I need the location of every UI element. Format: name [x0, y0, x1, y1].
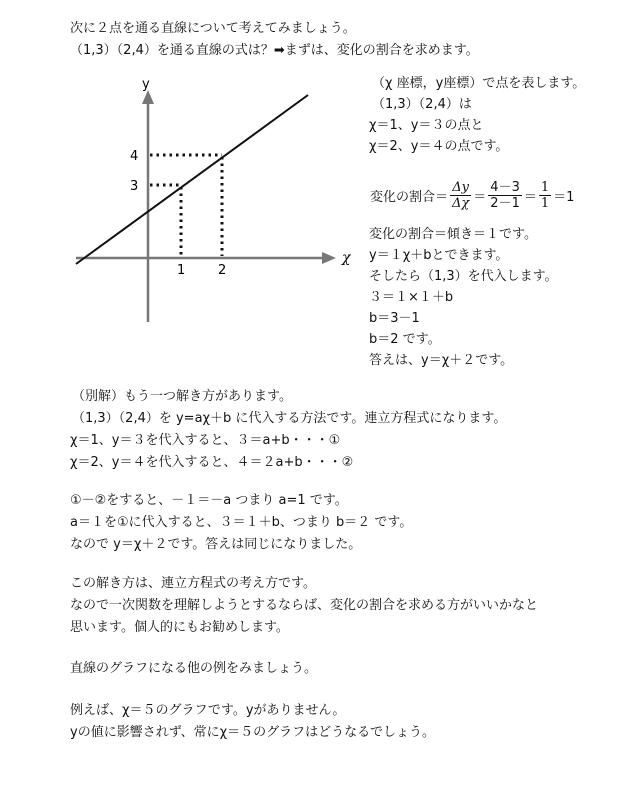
- y-tick-3: 3: [130, 179, 139, 194]
- closing-line-2: なので一次関数を理解しようとするならば、変化の割合を求める方がいいかなと: [70, 598, 539, 613]
- closing-line-3: 思います。個人的にもお勧めします。: [70, 620, 289, 635]
- rate-result: ＝1: [553, 190, 575, 205]
- value-denominator: 2－1: [490, 196, 520, 211]
- right-line-4: χ＝2、y＝４の点です。: [369, 139, 509, 154]
- x-tick-2: 2: [218, 263, 227, 278]
- delta-y: Δy: [450, 180, 471, 196]
- graph-line: [76, 95, 308, 264]
- alt-line-3: χ＝1、y＝３を代入すると、３＝a+b・・・①: [70, 433, 341, 448]
- right-line-10: b＝3－1: [369, 311, 420, 326]
- right-line-12: 答えは、y＝χ＋２です。: [369, 353, 514, 368]
- one-fraction: [539, 180, 551, 211]
- right-line-8: そしたら（1,3）を代入します。: [369, 269, 558, 284]
- alt-line-7: なので y＝χ＋２です。答えは同じになりました。: [70, 537, 362, 552]
- alt-line-4: χ＝2、y＝４を代入すると、４＝２a+b・・・②: [70, 455, 354, 470]
- equals-1: ＝: [473, 190, 487, 205]
- alt-line-6: a＝１を①に代入すると、３＝１＋b、つまり b＝２ です。: [70, 515, 413, 530]
- y-tick-4: 4: [130, 149, 139, 164]
- right-line-9: ３＝１×１＋b: [369, 290, 454, 305]
- value-fraction: [488, 180, 522, 211]
- closing-line-4: 直線のグラフになる他の例をみましょう。: [70, 661, 318, 676]
- right-line-1: （χ 座標，y座標）で点を表します。: [372, 76, 586, 91]
- alt-line-1: （別解）もう一つ解き方があります。: [72, 389, 292, 404]
- delta-fraction: [450, 180, 471, 211]
- alt-line-2: （1,3）（2,4）を y=aχ＋b に代入する方法です。連立方程式になります。: [72, 411, 507, 426]
- rate-label: 変化の割合＝: [370, 190, 449, 205]
- right-line-11: b＝2 です。: [369, 332, 441, 347]
- alt-line-5: ①－②をすると、－１＝－a つまり a=1 です。: [70, 493, 348, 508]
- right-line-2: （1,3）（2,4）は: [372, 97, 472, 112]
- closing-line-6: yの値に影響されず、常にχ＝５のグラフはどうなるでしょう。: [70, 725, 436, 740]
- y-axis-label: y: [142, 77, 150, 92]
- closing-line-5: 例えば、χ＝５のグラフです。yがありません。: [70, 703, 346, 718]
- line-graph: [70, 72, 360, 332]
- intro-line-2: （1,3）（2,4）を通る直線の式は？➡まずは、変化の割合を求めます。: [70, 43, 479, 58]
- right-line-6: 変化の割合＝傾き＝１です。: [369, 227, 537, 242]
- delta-x: Δχ: [452, 196, 470, 211]
- one-numerator: 1: [540, 180, 550, 195]
- closing-line-1: この解き方は、連立方程式の考え方です。: [70, 576, 316, 591]
- rate-equation: [369, 180, 575, 211]
- intro-line-1: 次に２点を通る直線について考えてみましょう。: [70, 21, 356, 36]
- x-tick-1: 1: [177, 263, 186, 278]
- value-numerator: 4－3: [490, 180, 520, 195]
- graph-svg: [70, 72, 360, 332]
- y-axis-arrow: [142, 90, 154, 104]
- x-axis-arrow: [322, 252, 336, 264]
- x-axis-label: χ: [342, 250, 351, 266]
- one-denominator: 1: [540, 196, 550, 211]
- right-line-7: y＝１χ＋bとできます。: [369, 248, 509, 263]
- equals-2: ＝: [523, 190, 537, 205]
- right-line-3: χ＝1、y＝３の点と: [369, 118, 484, 133]
